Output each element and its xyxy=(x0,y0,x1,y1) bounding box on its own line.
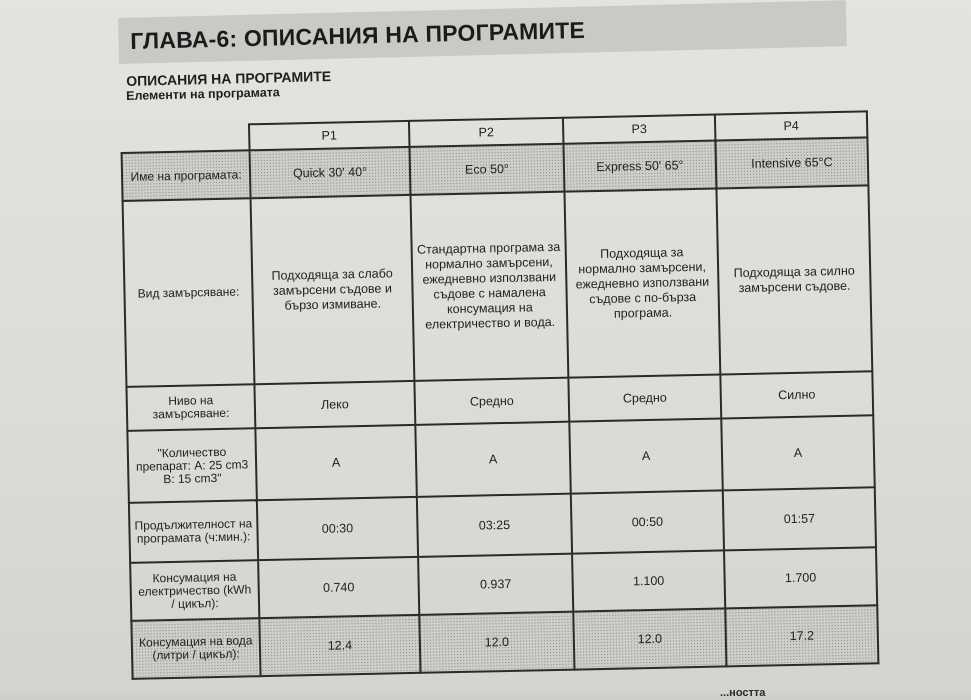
cell-soil-level-p1: Леко xyxy=(254,381,415,428)
cell-name-p1: Quick 30' 40° xyxy=(250,147,411,198)
cell-soil-type-p1: Подходяща за слабо замърсени съдове и бързо измиване. xyxy=(251,195,415,384)
row-label-duration: Продължителност на програмата (ч:мин.): xyxy=(129,500,258,563)
cell-energy-p4: 1.700 xyxy=(724,547,877,608)
cell-water-p1: 12.4 xyxy=(259,615,420,676)
cell-duration-p2: 03:25 xyxy=(417,494,572,557)
cell-name-p2: Eco 50° xyxy=(410,144,565,195)
program-header-p4: P4 xyxy=(715,111,868,140)
cutoff-footer-text: ...ността xyxy=(720,687,766,699)
program-header-p2: P2 xyxy=(409,118,564,147)
row-label-program-name: Име на програмата: xyxy=(122,150,251,201)
cell-water-p3: 12.0 xyxy=(573,608,726,669)
program-header-p3: P3 xyxy=(563,115,716,144)
table-row-soil-type xyxy=(123,185,873,387)
cell-soil-type-p4: Подходяща за силно замърсени съдове. xyxy=(716,185,872,374)
cell-water-p2: 12.0 xyxy=(419,612,574,673)
row-label-energy: Консумация на електричество (kWh / цикъл): xyxy=(130,560,259,621)
cell-duration-p1: 00:30 xyxy=(257,497,418,560)
cell-soil-type-p2: Стандартна програма за нормално замърсени, ежедневно използвани съдове с намалена консумация на електричество и вода. xyxy=(411,192,569,381)
program-table-wrapper xyxy=(120,110,879,680)
cell-detergent-p4: A xyxy=(721,415,874,490)
cell-soil-type-p3: Подходяща за нормално замърсени, ежедневно използвани съдове с по-бърза програма. xyxy=(564,189,720,378)
cell-soil-level-p3: Средно xyxy=(568,374,721,421)
cell-detergent-p1: A xyxy=(255,425,416,500)
cell-detergent-p3: A xyxy=(569,418,722,493)
table-corner-cell xyxy=(121,124,250,153)
cell-energy-p3: 1.100 xyxy=(572,550,725,611)
section-subtitle: Елементи на програмата xyxy=(126,85,280,103)
cell-duration-p4: 01:57 xyxy=(723,487,876,550)
row-label-soil-level: Ниво на замърсяване: xyxy=(126,384,255,431)
cell-name-p4: Intensive 65°C xyxy=(715,137,868,188)
cell-energy-p1: 0.740 xyxy=(258,557,419,618)
cell-energy-p2: 0.937 xyxy=(418,554,573,615)
cell-water-p4: 17.2 xyxy=(725,605,878,666)
section-title: ОПИСАНИЯ НА ПРОГРАМИТЕ xyxy=(126,67,332,89)
program-table xyxy=(120,110,879,680)
cell-duration-p3: 00:50 xyxy=(571,490,724,553)
page-bottom-edge xyxy=(0,693,971,700)
program-header-p1: P1 xyxy=(249,121,410,150)
cell-detergent-p2: A xyxy=(415,422,570,497)
chapter-title: ГЛАВА-6: ОПИСАНИЯ НА ПРОГРАМИТЕ xyxy=(130,16,586,54)
cell-name-p3: Express 50' 65° xyxy=(563,141,716,192)
row-label-soil-type: Вид замърсяване: xyxy=(123,198,255,387)
cell-soil-level-p4: Силно xyxy=(720,371,873,418)
cell-soil-level-p2: Средно xyxy=(414,378,569,425)
row-label-water: Консумация на вода (литри / цикъл): xyxy=(131,618,260,679)
row-label-detergent: "Количество препарат: A: 25 cm3 B: 15 cm3" xyxy=(127,428,256,503)
